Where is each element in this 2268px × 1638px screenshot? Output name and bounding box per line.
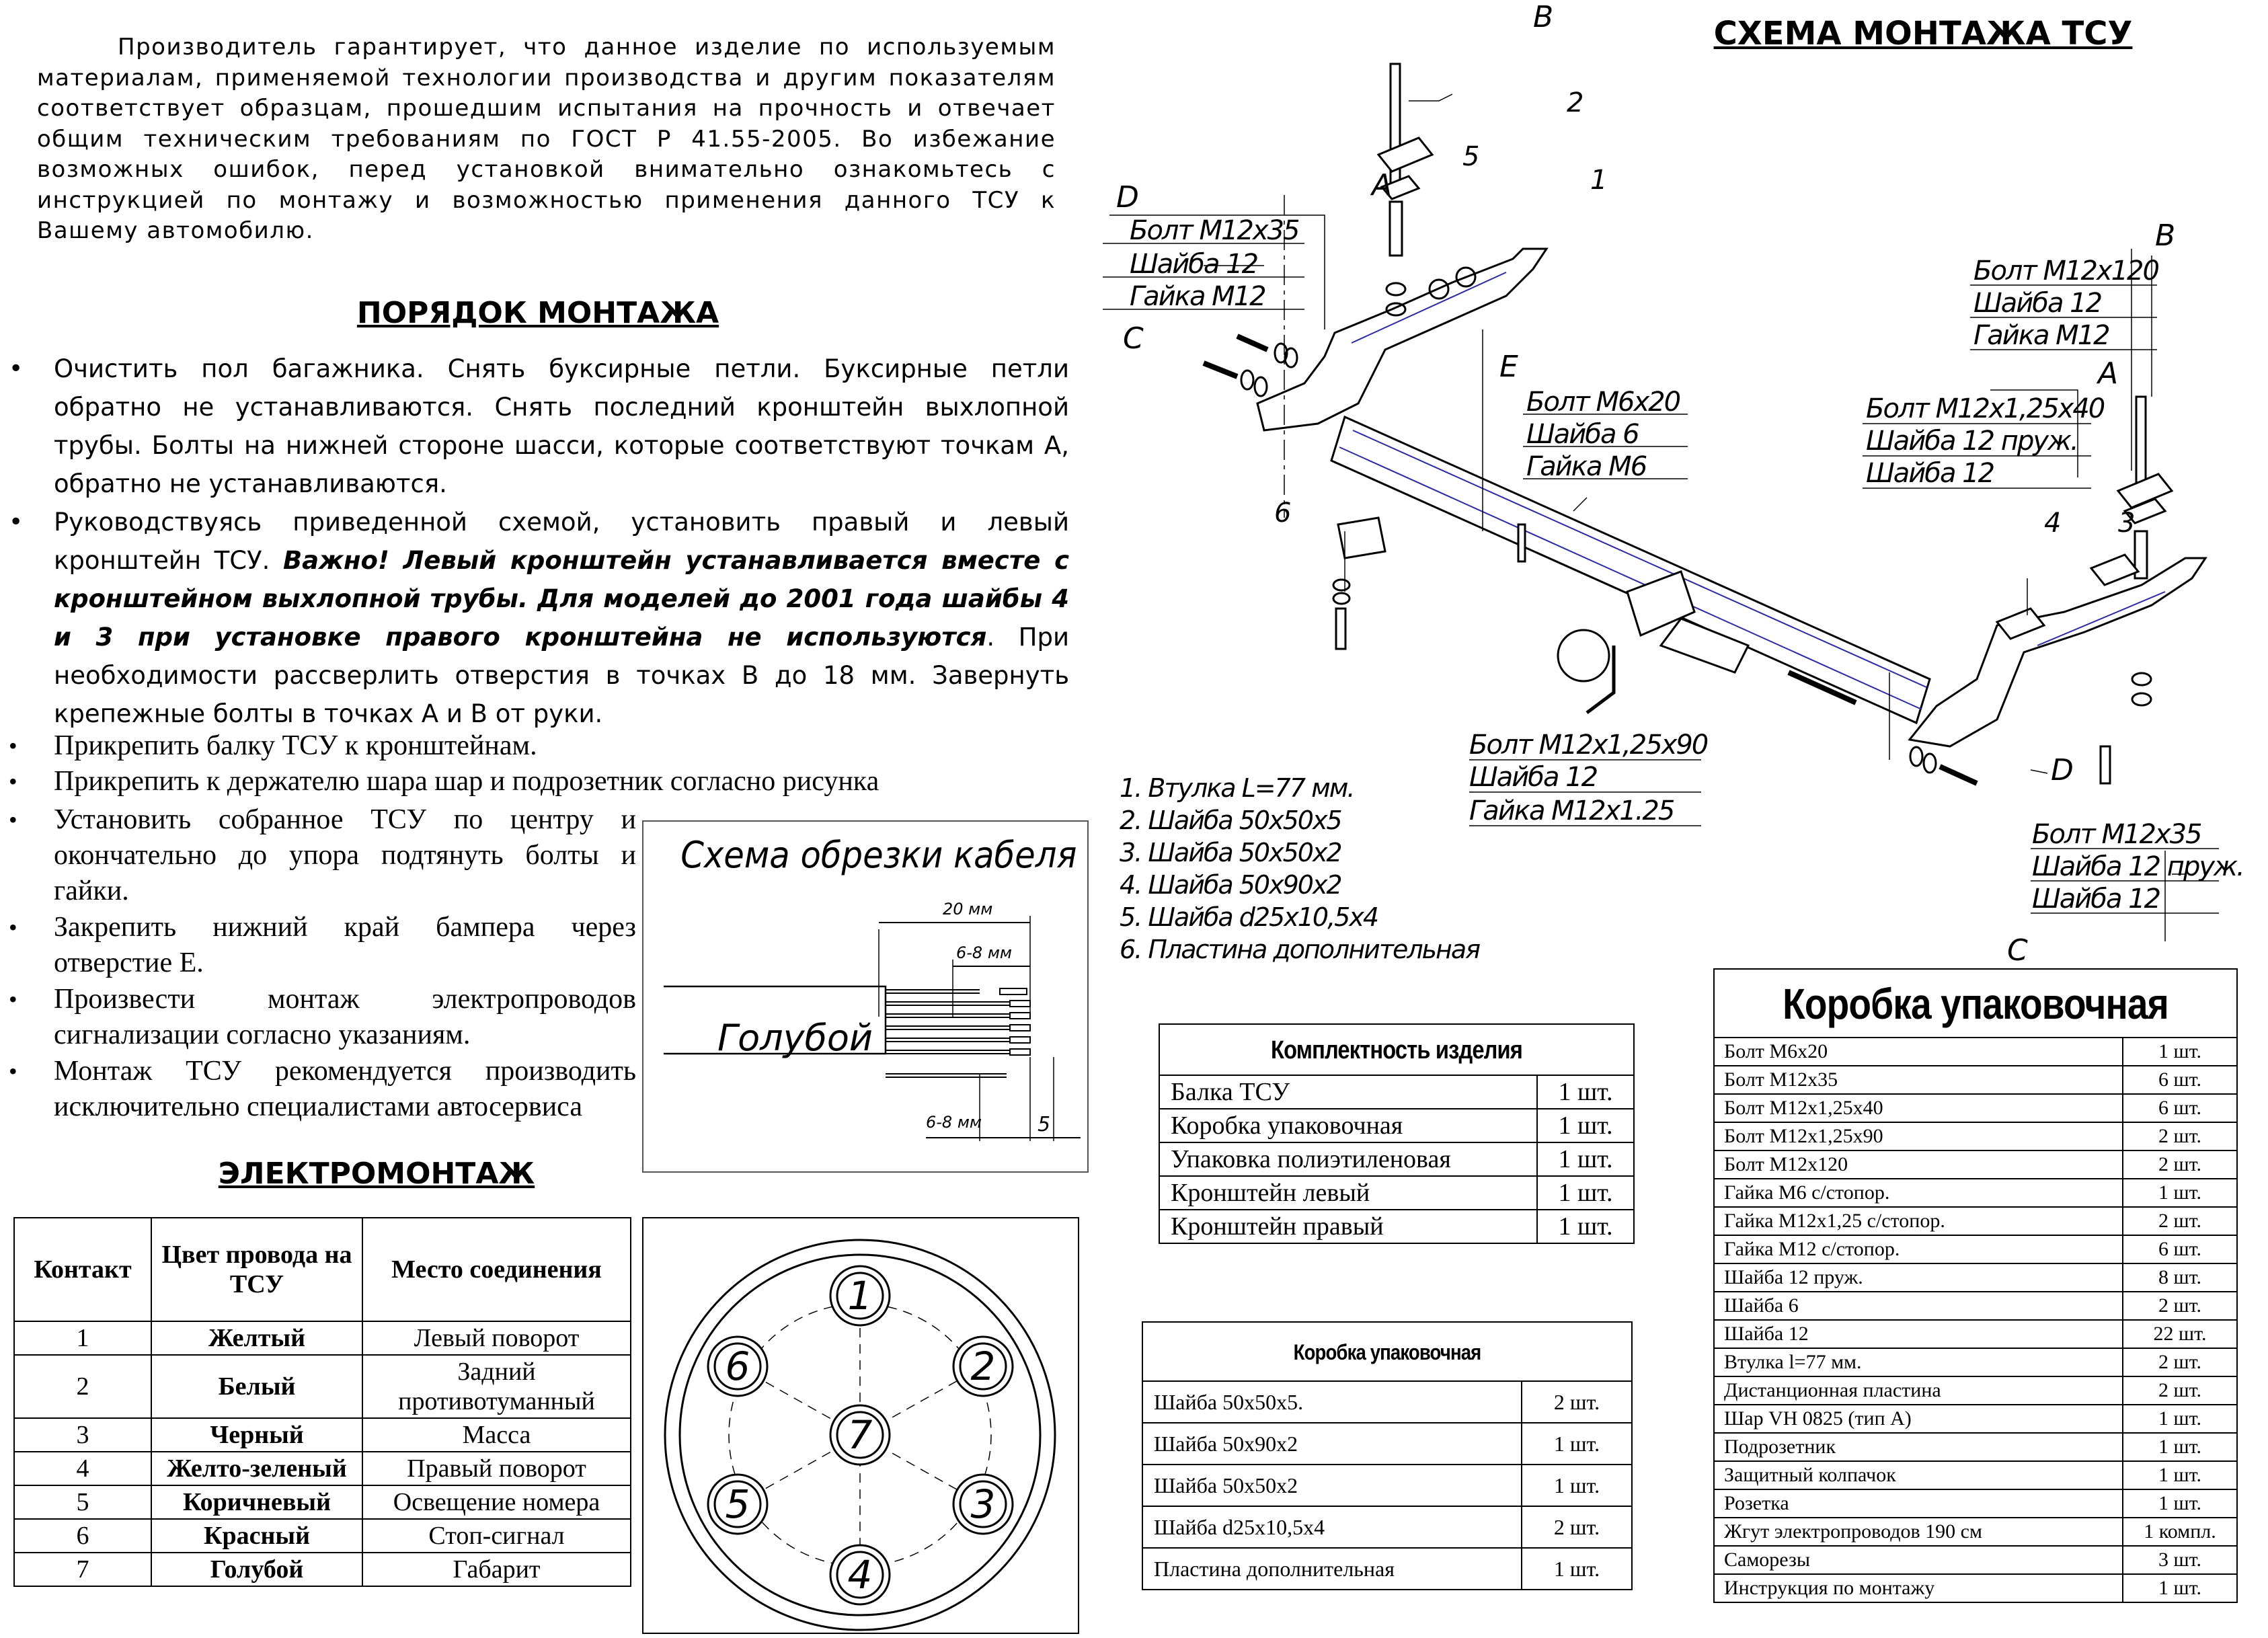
item-name: Кронштейн правый — [1159, 1210, 1537, 1243]
part-4: 4. Шайба 50х90х2 — [1120, 870, 1341, 900]
cell-color: Черный — [151, 1418, 362, 1452]
dim-68-bottom: 6-8 мм — [926, 1113, 982, 1132]
label-c-right: C — [2007, 933, 2027, 968]
table-row — [14, 1418, 631, 1452]
table-row — [1714, 1263, 2237, 1292]
item-qty: 1 шт. — [1537, 1109, 1634, 1142]
label-b-washer: Шайба 12 — [1973, 288, 2102, 319]
col-wire-color: Цвет провода на ТСУ — [151, 1218, 362, 1321]
order-steps-bottom — [46, 802, 636, 1126]
pin-6 — [708, 1337, 767, 1396]
label-c-left: C — [1123, 321, 1142, 356]
label-part-6: 6 — [1274, 498, 1290, 529]
table-row — [1714, 1433, 2237, 1461]
cell-connection: Масса — [362, 1418, 631, 1452]
table-row — [1714, 1405, 2237, 1433]
item-name: Болт М12х1,25х40 — [1714, 1094, 2123, 1122]
item-qty: 6 шт. — [2123, 1066, 2237, 1094]
part-1: 1. Втулка L=77 мм. — [1120, 773, 1354, 803]
item-name: Шар VH 0825 (тип А) — [1714, 1405, 2123, 1433]
table-row — [1714, 1461, 2237, 1489]
item-name: Дистанционная пластина — [1714, 1376, 2123, 1405]
pin-7 — [830, 1405, 890, 1465]
table-row — [1142, 1381, 1632, 1423]
table-row — [1714, 1038, 2237, 1066]
table-row — [1714, 1094, 2237, 1122]
item-qty: 2 шт. — [2123, 1292, 2237, 1320]
dim-68-top: 6-8 мм — [956, 943, 1013, 962]
table-row — [1714, 1066, 2237, 1094]
item-qty: 1 шт. — [2123, 1038, 2237, 1066]
item-name: Кронштейн левый — [1159, 1176, 1537, 1210]
item-name: Болт М12х1,25х90 — [1714, 1122, 2123, 1150]
step-7 — [46, 982, 636, 1053]
pin-4 — [830, 1545, 890, 1604]
table-row — [1714, 1235, 2237, 1263]
item-qty: 6 шт. — [2123, 1235, 2237, 1263]
label-part-5: 5 — [1462, 141, 1479, 172]
package-box-table-small — [1142, 1321, 1633, 1590]
pin-5-label: 5 — [725, 1481, 750, 1527]
label-a-bolt: Болт М12х1,25х40 — [1866, 393, 2105, 424]
item-name: Шайба 12 — [1714, 1320, 2123, 1348]
item-name: Болт М12х120 — [1714, 1150, 2123, 1179]
pin-6-label: 6 — [725, 1343, 750, 1389]
item-name: Втулка l=77 мм. — [1714, 1348, 2123, 1376]
item-qty: 8 шт. — [2123, 1263, 2237, 1292]
item-qty: 2 шт. — [1522, 1506, 1632, 1548]
label-e-washer: Шайба 6 — [1526, 419, 1639, 450]
pin-3-label: 3 — [970, 1481, 996, 1527]
item-name: Шайба 50х50х2 — [1142, 1465, 1522, 1506]
item-qty: 2 шт. — [2123, 1122, 2237, 1150]
label-c-washer: Шайба 12 — [2032, 884, 2160, 914]
completeness-title: Комплектность изделия — [1192, 1024, 1600, 1075]
wire-label-blue: Голубой — [717, 1017, 873, 1059]
item-name: Шайба 50х90х2 — [1142, 1423, 1522, 1465]
label-e: E — [1499, 350, 1517, 384]
table-row — [1159, 1142, 1634, 1176]
package-box-title-small: Коробка упаковочная — [1177, 1322, 1598, 1381]
order-title: ПОРЯДОК МОНТАЖА — [356, 296, 719, 330]
item-name: Балка ТСУ — [1159, 1075, 1537, 1109]
label-part-4: 4 — [2044, 508, 2060, 539]
part-6: 6. Пластина дополнительная — [1120, 935, 1480, 964]
label-a-washer: Шайба 12 — [1866, 458, 1994, 489]
label-e-bolt: Болт М6х20 — [1526, 387, 1680, 418]
label-b-nut: Гайка М12 — [1973, 320, 2109, 351]
label-mid-bolt: Болт М12х1,25х90 — [1469, 730, 1708, 760]
item-qty: 1 компл. — [2123, 1518, 2237, 1546]
cell-color: Голубой — [151, 1553, 362, 1586]
table-row — [1159, 1210, 1634, 1243]
item-name: Шайба d25х10,5х4 — [1142, 1506, 1522, 1548]
scheme-title: СХЕМА МОНТАЖА ТСУ — [1713, 15, 2133, 52]
item-name: Болт М12х35 — [1714, 1066, 2123, 1094]
table-row — [14, 1321, 631, 1355]
wiring-table — [13, 1217, 631, 1587]
item-qty: 1 шт. — [2123, 1489, 2237, 1518]
cable-cut-scheme — [642, 820, 1089, 1173]
cell-connection: Освещение номера — [362, 1485, 631, 1519]
item-name: Гайка М12х1,25 с/стопор. — [1714, 1207, 2123, 1235]
label-a-washer-spring: Шайба 12 пруж. — [1866, 426, 2078, 457]
table-row — [14, 1355, 631, 1418]
item-name: Пластина дополнительная — [1142, 1548, 1522, 1590]
cable-scheme-title: Схема обрезки кабеля — [680, 834, 1077, 877]
item-name: Шайба 6 — [1714, 1292, 2123, 1320]
step-5 — [46, 802, 636, 909]
item-qty: 2 шт. — [1522, 1381, 1632, 1423]
table-row — [14, 1452, 631, 1485]
intro-paragraph: Производитель гарантирует, что данное изделие по используемым материалам, применяемой технологии производства и другим показателям соответствует образцам, прошедшим испытания на прочность и отвечает общим техническим требованиям по ГОСТ Р 41.55-2005. Во избежание возможных ошибок, перед установкой внимательно ознакомьтесь с инструкцией по монтажу и возможностью применения данного ТСУ к Вашему автомобилю. — [37, 34, 1056, 244]
intro-text — [37, 32, 1056, 247]
item-qty: 6 шт. — [2123, 1094, 2237, 1122]
cell-color: Коричневый — [151, 1485, 362, 1519]
table-row — [1142, 1465, 1632, 1506]
label-d-left: D — [1116, 180, 1138, 214]
label-b-top: B — [1533, 0, 1553, 34]
item-qty: 2 шт. — [2123, 1376, 2237, 1405]
cell-color: Белый — [151, 1355, 362, 1418]
table-row — [1714, 1122, 2237, 1150]
item-qty: 1 шт. — [1537, 1075, 1634, 1109]
item-name: Розетка — [1714, 1489, 2123, 1518]
step-6 — [46, 910, 636, 981]
pin-2-label: 2 — [970, 1343, 996, 1389]
table-row — [1714, 1489, 2237, 1518]
parts-list — [1120, 772, 1479, 966]
part-2: 2. Шайба 50х50х5 — [1120, 806, 1341, 835]
pin-1 — [830, 1266, 890, 1325]
label-part-3: 3 — [2118, 508, 2134, 539]
step-1 — [46, 350, 1069, 503]
item-qty: 1 шт. — [2123, 1433, 2237, 1461]
label-b-bolt: Болт М12х120 — [1973, 256, 2158, 286]
cell-contact: 1 — [14, 1321, 151, 1355]
pin-5 — [708, 1475, 767, 1534]
item-qty: 1 шт. — [2123, 1574, 2237, 1602]
item-name: Жгут электропроводов 190 см — [1714, 1518, 2123, 1546]
step-6-text: Закрепить нижний край бампера через отверстие Е. — [54, 912, 636, 978]
cell-color: Красный — [151, 1519, 362, 1553]
item-qty: 2 шт. — [2123, 1150, 2237, 1179]
cell-connection: Левый поворот — [362, 1321, 631, 1355]
cell-contact: 7 — [14, 1553, 151, 1586]
step-8-text: Монтаж ТСУ рекомендуется производить исключительно специалистами автосервиса — [54, 1056, 636, 1122]
item-qty: 1 шт. — [2123, 1179, 2237, 1207]
pin-7-label: 7 — [847, 1412, 873, 1458]
pin-3 — [953, 1475, 1013, 1534]
item-name: Болт М6х20 — [1714, 1038, 2123, 1066]
completeness-table — [1159, 1023, 1635, 1244]
wiring-table-header — [14, 1218, 631, 1321]
item-qty: 1 шт. — [1537, 1210, 1634, 1243]
step-4-text: Прикрепить к держателю шара шар и подрозетник согласно рисунка — [54, 766, 879, 797]
table-row — [1159, 1176, 1634, 1210]
step-4 — [46, 764, 1069, 800]
item-name: Подрозетник — [1714, 1433, 2123, 1461]
socket-pin-diagram — [642, 1217, 1079, 1634]
cell-connection: Габарит — [362, 1553, 631, 1586]
table-row — [1714, 1150, 2237, 1179]
step-3 — [46, 728, 1069, 764]
label-d-washer: Шайба 12 — [1130, 249, 1258, 280]
cell-contact: 2 — [14, 1355, 151, 1418]
label-mid-nut: Гайка М12х1.25 — [1469, 795, 1674, 826]
package-box-title-large: Коробка упаковочная — [1750, 969, 2200, 1038]
table-row — [1714, 1518, 2237, 1546]
dim-20: 20 мм — [943, 900, 993, 919]
label-e-nut: Гайка М6 — [1526, 451, 1647, 482]
part-5: 5. Шайба d25х10,5х4 — [1120, 902, 1378, 932]
table-row — [14, 1519, 631, 1553]
item-qty: 1 шт. — [1522, 1423, 1632, 1465]
cell-contact: 4 — [14, 1452, 151, 1485]
item-qty: 3 шт. — [2123, 1546, 2237, 1574]
table-row — [1142, 1548, 1632, 1590]
table-row — [1714, 1207, 2237, 1235]
item-qty: 1 шт. — [1537, 1142, 1634, 1176]
item-name: Защитный колпачок — [1714, 1461, 2123, 1489]
part-3: 3. Шайба 50х50х2 — [1120, 838, 1341, 867]
pin-4-label: 4 — [847, 1552, 873, 1598]
label-c-bolt: Болт М12х35 — [2032, 819, 2201, 850]
cable-scheme-drawing — [643, 822, 1087, 1171]
table-row — [1159, 1109, 1634, 1142]
table-row — [1159, 1075, 1634, 1109]
item-qty: 1 шт. — [2123, 1461, 2237, 1489]
cell-contact: 3 — [14, 1418, 151, 1452]
table-row — [1714, 1179, 2237, 1207]
col-connection: Место соединения — [362, 1218, 631, 1321]
step-7-text: Произвести монтаж электропроводов сигнализации согласно указаниям. — [54, 984, 636, 1050]
table-row — [1714, 1376, 2237, 1405]
table-row — [1714, 1574, 2237, 1602]
table-row — [1142, 1506, 1632, 1548]
label-a-right: A — [2098, 356, 2117, 391]
step-2 — [46, 503, 1069, 733]
table-row — [1714, 1546, 2237, 1574]
item-qty: 1 шт. — [1522, 1465, 1632, 1506]
table-row — [14, 1485, 631, 1519]
label-d-right: D — [2051, 753, 2072, 787]
item-name: Гайка М12 с/стопор. — [1714, 1235, 2123, 1263]
table-row — [1142, 1423, 1632, 1465]
step-3-text: Прикрепить балку ТСУ к кронштейнам. — [54, 730, 537, 761]
order-steps-top — [46, 350, 1069, 733]
cell-connection: Правый поворот — [362, 1452, 631, 1485]
order-steps-mid — [46, 728, 1069, 800]
step-2-text-b: . При необходимости рассверлить отверстия в точках В до 18 мм. Завернуть крепежные болты в точках А и В от руки. — [54, 623, 1069, 728]
label-part-2: 2 — [1567, 87, 1583, 118]
table-row — [14, 1553, 631, 1586]
label-d-nut: Гайка М12 — [1130, 281, 1265, 312]
item-qty: 1 шт. — [1522, 1548, 1632, 1590]
cell-color: Желто-зеленый — [151, 1452, 362, 1485]
label-mid-washer: Шайба 12 — [1469, 762, 1598, 793]
label-d-bolt: Болт М12х35 — [1130, 215, 1299, 246]
item-name: Инструкция по монтажу — [1714, 1574, 2123, 1602]
table-row — [1714, 1320, 2237, 1348]
item-qty: 1 шт. — [2123, 1405, 2237, 1433]
socket-pin-svg — [643, 1218, 1081, 1635]
cell-connection: Стоп-сигнал — [362, 1519, 631, 1553]
table-row — [1714, 1348, 2237, 1376]
table-row — [1714, 1292, 2237, 1320]
label-c-washer-spring: Шайба 12 пруж. — [2032, 851, 2244, 882]
item-qty: 2 шт. — [2123, 1348, 2237, 1376]
pin-1-label: 1 — [847, 1273, 873, 1319]
pin-2 — [953, 1337, 1013, 1396]
step-2-text-a: Руководствуясь приведенной схемой, установить правый и левый кронштейн ТСУ. — [54, 508, 1069, 575]
cell-contact: 6 — [14, 1519, 151, 1553]
item-qty: 2 шт. — [2123, 1207, 2237, 1235]
item-name: Гайка М6 с/стопор. — [1714, 1179, 2123, 1207]
label-b-right: B — [2155, 219, 2175, 253]
package-box-table-large — [1713, 968, 2238, 1603]
col-contact: Контакт — [14, 1218, 151, 1321]
step-5-text: Установить собранное ТСУ по центру и окончательно до упора подтянуть болты и гайки. — [54, 804, 636, 906]
step-8 — [46, 1054, 636, 1125]
item-qty: 1 шт. — [1537, 1176, 1634, 1210]
label-a-left: A — [1372, 168, 1391, 202]
step-2-important: Важно! Левый кронштейн устанавливается вместе с кронштейном выхлопной трубы. Для моделей до 2001 года шайбы 4 и 3 при установке правого кронштейна не используются — [54, 546, 1070, 652]
item-name: Коробка упаковочная — [1159, 1109, 1537, 1142]
item-qty: 22 шт. — [2123, 1320, 2237, 1348]
item-name: Саморезы — [1714, 1546, 2123, 1574]
dim-5: 5 — [1038, 1113, 1051, 1136]
cell-connection: Задний противотуманный — [362, 1355, 631, 1418]
item-name: Упаковка полиэтиленовая — [1159, 1142, 1537, 1176]
electric-title: ЭЛЕКТРОМОНТАЖ — [218, 1157, 535, 1191]
cell-color: Желтый — [151, 1321, 362, 1355]
item-name: Шайба 12 пруж. — [1714, 1263, 2123, 1292]
label-part-1: 1 — [1590, 165, 1606, 196]
step-1-text: Очистить пол багажника. Снять буксирные петли. Буксирные петли обратно не устанавливаются. Снять последний кронштейн выхлопной трубы. Болты на нижней стороне шасси, которые соответствуют точкам А, обратно не устанавливаются. — [54, 354, 1069, 498]
item-name: Шайба 50х50х5. — [1142, 1381, 1522, 1423]
cell-contact: 5 — [14, 1485, 151, 1519]
